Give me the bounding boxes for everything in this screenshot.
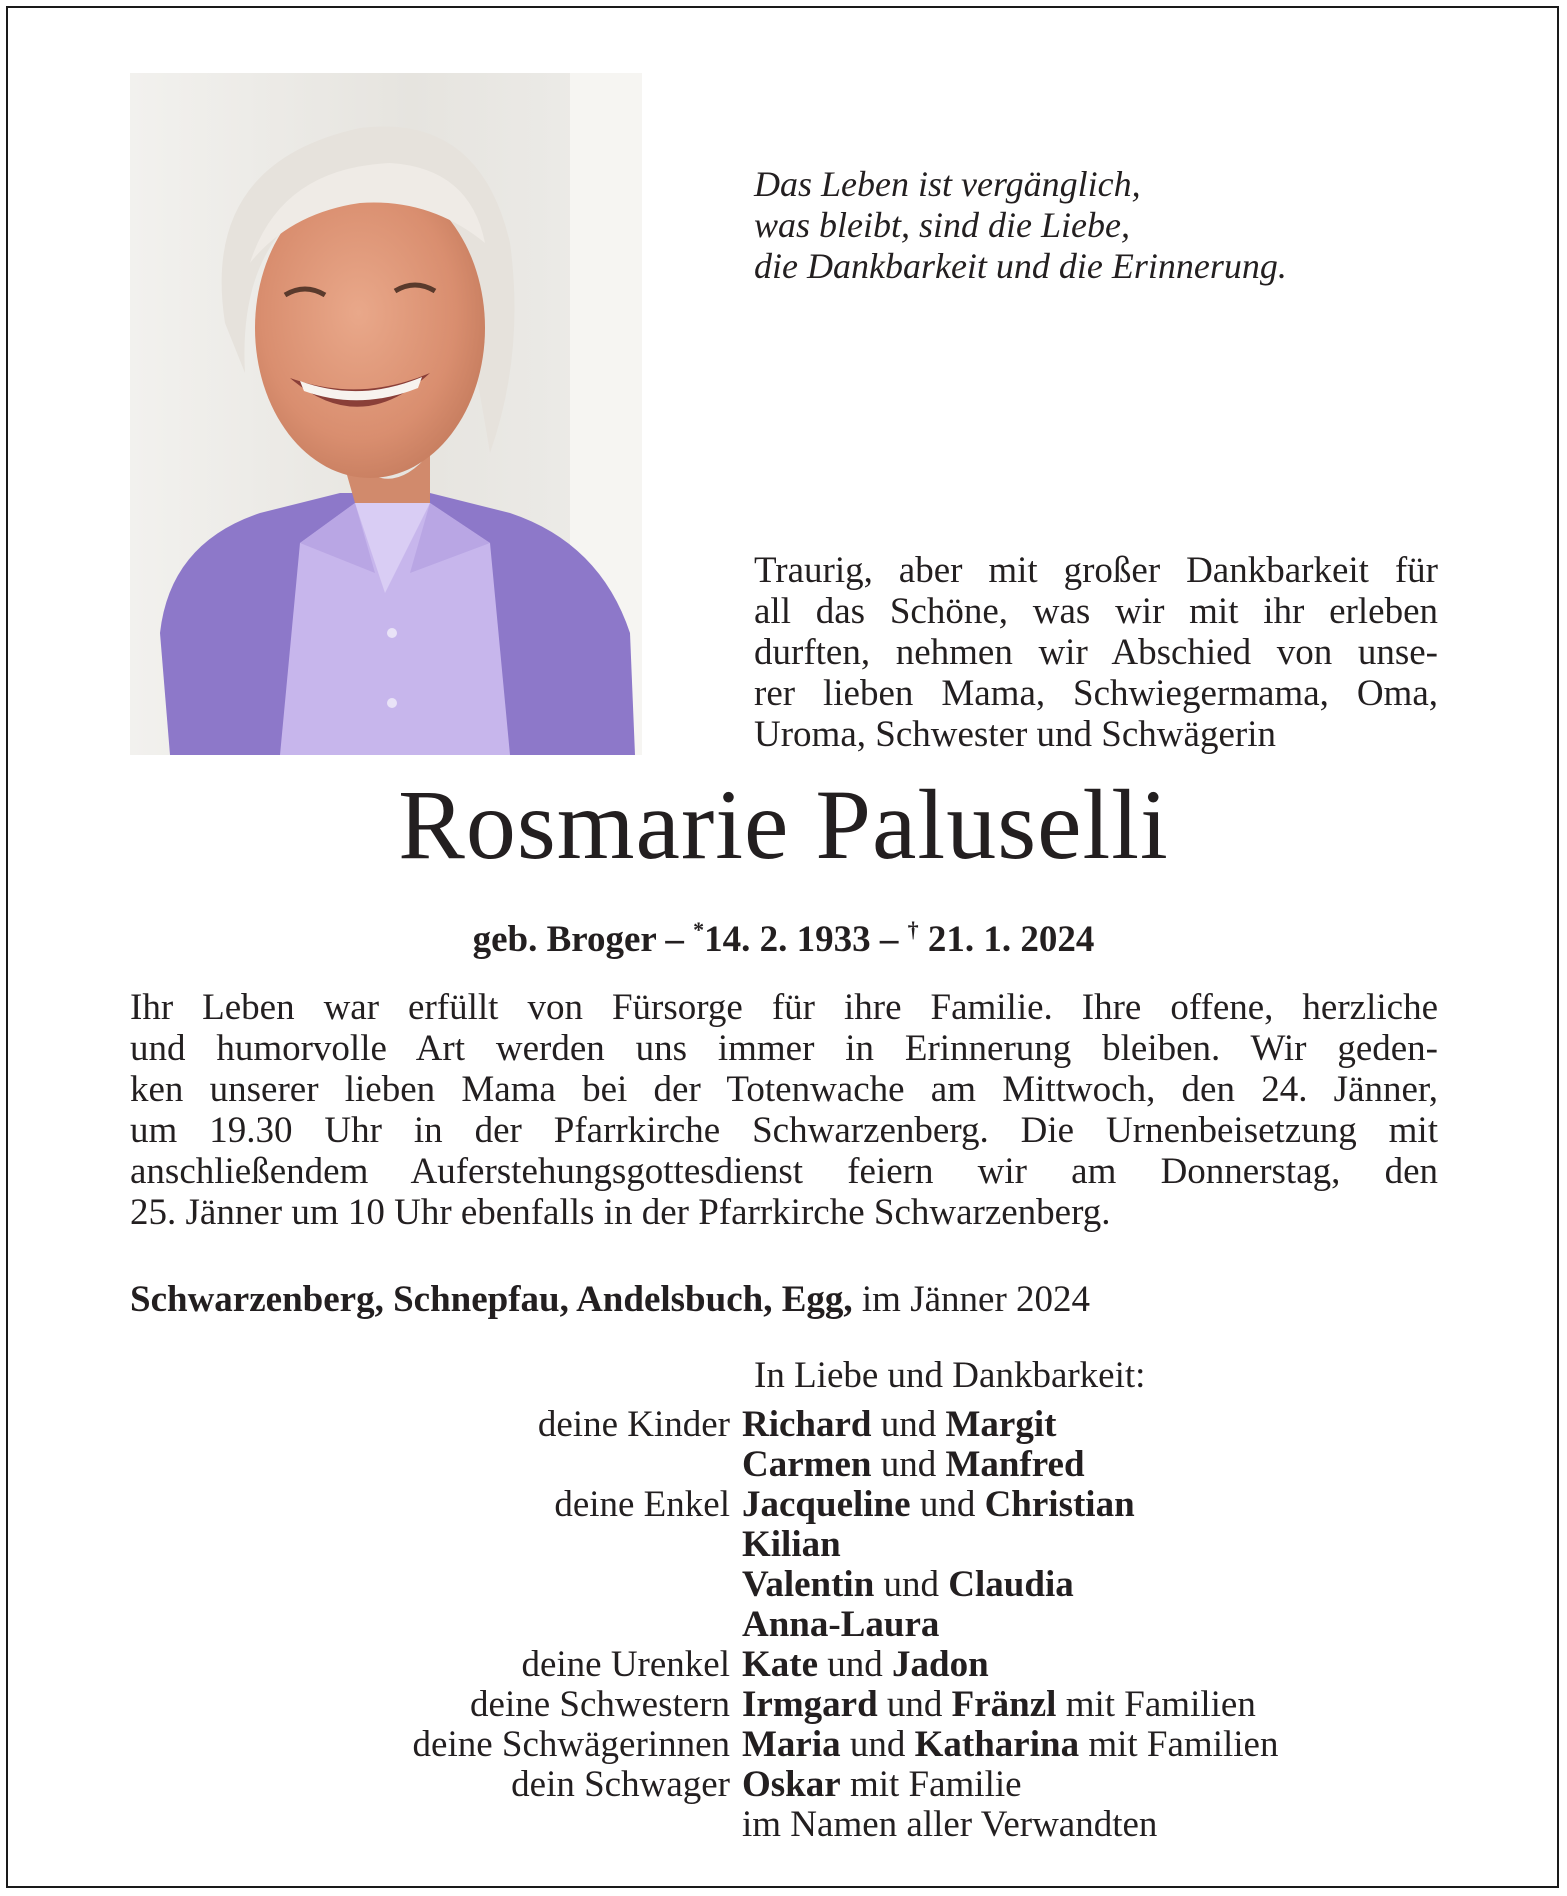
body-line: ken unserer lieben Mama bei der Totenwache am Mittwoch, den 24. Jänner,	[130, 1069, 1438, 1110]
body-text	[130, 987, 1438, 1233]
birth-date: 14. 2. 1933 –	[704, 919, 899, 960]
death-date: 21. 1. 2024	[927, 919, 1095, 960]
place-towns: Schwarzenberg, Schnepfau, Andelsbuch, Egg,	[130, 1279, 853, 1320]
family-relation	[130, 1805, 742, 1845]
family-names: Kilian	[742, 1524, 841, 1565]
family-relation	[130, 1565, 742, 1605]
intro-line: Uroma, Schwester und Schwägerin	[754, 714, 1276, 755]
family-row	[130, 1685, 1438, 1725]
portrait-illustration	[130, 73, 642, 755]
family-row	[130, 1725, 1438, 1765]
intro-line: Traurig, aber mit großer Dankbarkeit für	[754, 550, 1438, 591]
family-names: Kate und Jadon	[742, 1644, 989, 1685]
body-line: 25. Jänner um 10 Uhr ebenfalls in der Pfarrkirche Schwarzenberg.	[130, 1192, 1111, 1233]
family-names: Irmgard und Fränzl mit Familien	[742, 1684, 1256, 1725]
intro-line: all das Schöne, was wir mit ihr erleben	[754, 591, 1438, 632]
memorial-quote	[754, 164, 1287, 287]
family-relation	[130, 1605, 742, 1645]
family-row	[130, 1805, 1438, 1845]
quote-line: was bleibt, sind die Liebe,	[754, 205, 1130, 245]
family-names: Maria und Katharina mit Familien	[742, 1724, 1279, 1765]
place-date: im Jänner 2024	[852, 1279, 1091, 1320]
body-line: und humorvolle Art werden uns immer in Erinnerung bleiben. Wir geden-	[130, 1028, 1438, 1069]
family-row	[130, 1645, 1438, 1685]
family-row	[130, 1485, 1438, 1525]
closing-line: In Liebe und Dankbarkeit:	[754, 1355, 1146, 1396]
family-names: im Namen aller Verwandten	[742, 1804, 1158, 1845]
quote-line: die Dankbarkeit und die Erinnerung.	[754, 246, 1287, 286]
family-relation: deine Schwestern	[470, 1684, 730, 1725]
family-relation	[130, 1525, 742, 1565]
place-date-line	[130, 1279, 1090, 1320]
family-names: Carmen und Manfred	[742, 1444, 1085, 1485]
family-row	[130, 1605, 1438, 1645]
deceased-name: Rosmarie Paluselli	[398, 769, 1169, 880]
family-names: Valentin und Claudia	[742, 1564, 1074, 1605]
family-relation: deine Urenkel	[521, 1644, 730, 1685]
intro-line: durften, nehmen wir Abschied von unse-	[754, 632, 1438, 673]
family-row	[130, 1445, 1438, 1485]
body-line: um 19.30 Uhr in der Pfarrkirche Schwarzenberg. Die Urnenbeisetzung mit	[130, 1110, 1438, 1151]
portrait-photo	[130, 73, 642, 755]
family-relation: deine Enkel	[554, 1484, 730, 1525]
family-list	[130, 1405, 1438, 1845]
family-names: Anna-Laura	[742, 1604, 940, 1645]
family-row	[130, 1405, 1438, 1445]
family-relation	[130, 1445, 742, 1485]
family-names: Jacqueline und Christian	[742, 1484, 1135, 1525]
birth-mark: *	[693, 917, 705, 942]
family-row	[130, 1765, 1438, 1805]
intro-line: rer lieben Mama, Schwiegermama, Oma,	[754, 673, 1438, 714]
family-relation: deine Kinder	[537, 1404, 730, 1445]
family-names: Oskar mit Familie	[742, 1764, 1022, 1805]
family-relation: deine Schwägerinnen	[412, 1724, 730, 1765]
family-row	[130, 1565, 1438, 1605]
death-mark: †	[907, 917, 919, 942]
life-dates	[0, 908, 1567, 962]
family-row	[130, 1525, 1438, 1565]
family-relation: dein Schwager	[511, 1764, 730, 1805]
quote-line: Das Leben ist vergänglich,	[754, 164, 1141, 204]
body-line: Ihr Leben war erfüllt von Fürsorge für ihre Familie. Ihre offene, herzliche	[130, 987, 1438, 1028]
body-line: anschließendem Auferstehungsgottesdienst feiern wir am Donnerstag, den	[130, 1151, 1438, 1192]
family-names: Richard und Margit	[742, 1404, 1057, 1445]
birth-name: geb. Broger –	[472, 919, 684, 960]
intro-text	[754, 550, 1438, 755]
